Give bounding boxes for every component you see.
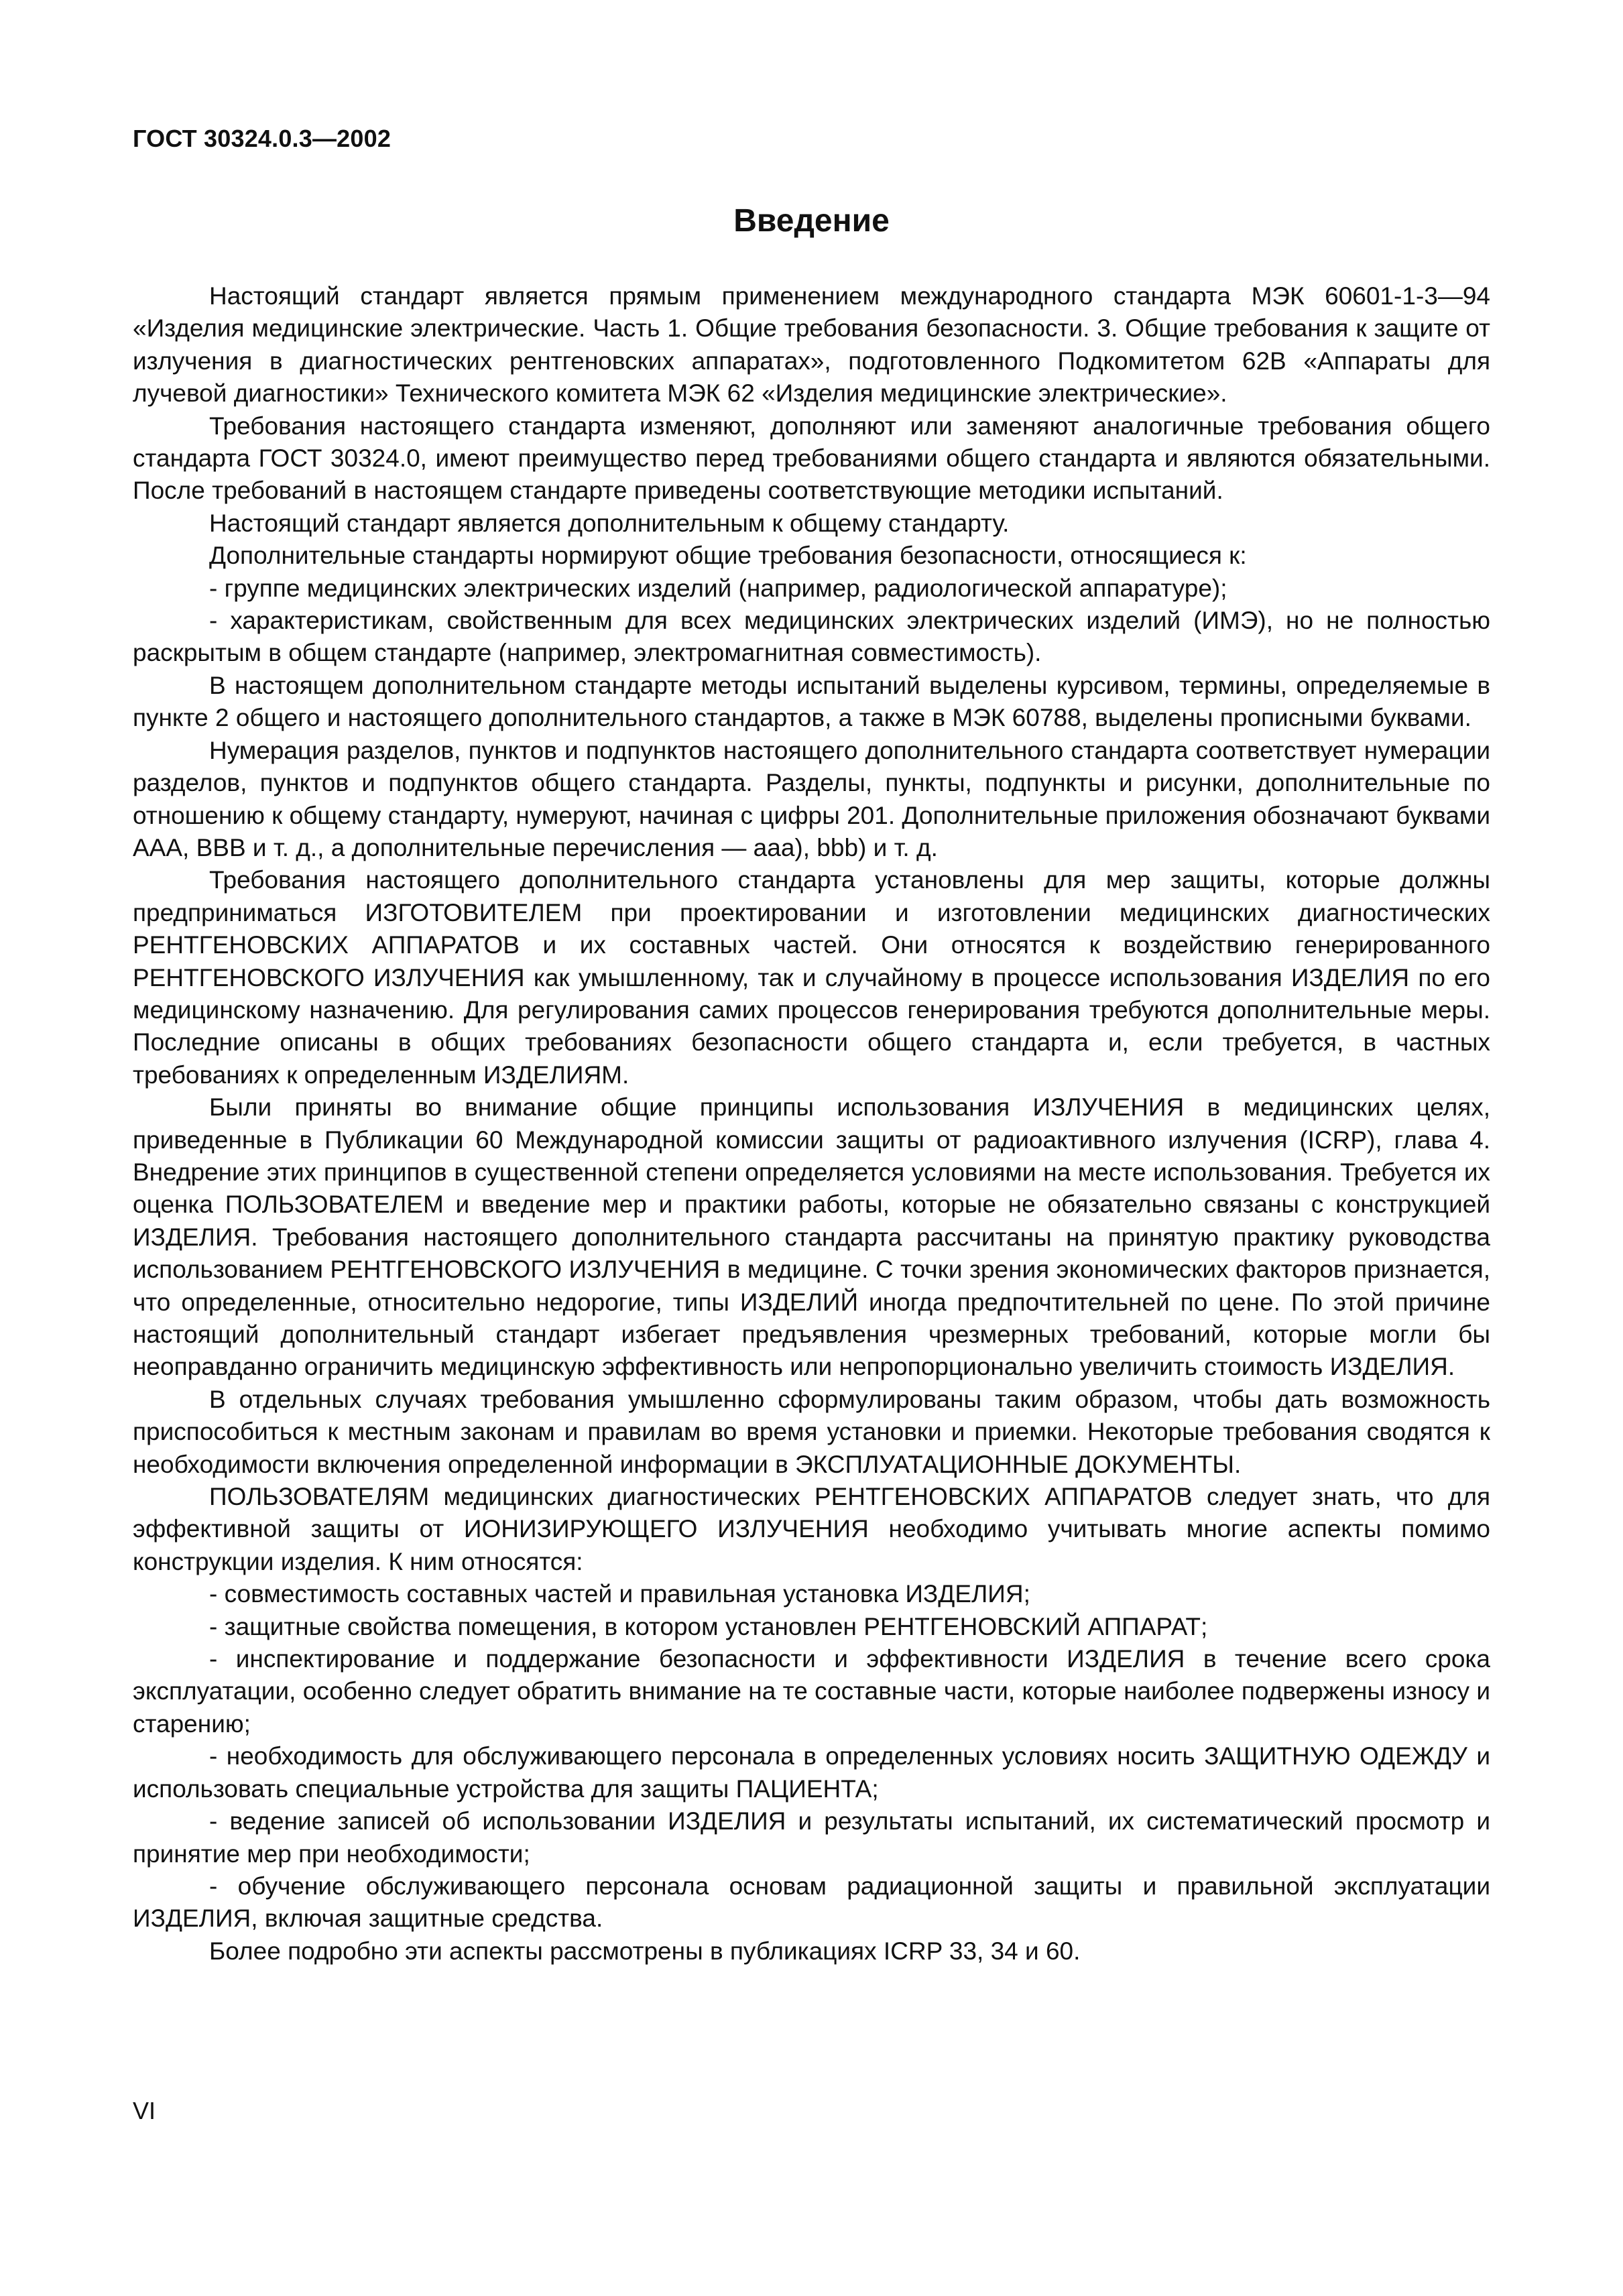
page-number: VI	[133, 2097, 156, 2124]
list-item: - инспектирование и поддержание безопасности и эффективности ИЗДЕЛИЯ в течение всего срока эксплуатации, особенно следует обратить внимание на те составные части, которые наиболее подвержены износу и старению;	[133, 1645, 1490, 1738]
paragraph: В отдельных случаях требования умышленно сформулированы таким образом, чтобы дать возможность приспособиться к местным законам и правилам во время установки и приемки. Некоторые требования сводятся к необходимости включения определенной информации в ЭКСПЛУАТАЦИОННЫЕ ДОКУМЕНТЫ.	[133, 1385, 1490, 1478]
paragraph: ПОЛЬЗОВАТЕЛЯМ медицинских диагностических РЕНТГЕНОВСКИХ АППАРАТОВ следует знать, что для эффективной защиты от ИОНИЗИРУЮЩЕГО ИЗЛУЧЕНИЯ необходимо учитывать многие аспекты помимо конструкции изделия. К ним относятся:	[133, 1483, 1490, 1575]
paragraph: Дополнительные стандарты нормируют общие требования безопасности, относящиеся к:	[209, 542, 1247, 570]
paragraph: Более подробно эти аспекты рассмотрены в публикациях ICRP 33, 34 и 60.	[209, 1937, 1081, 1965]
list-item: - ведение записей об использовании ИЗДЕЛИЯ и результаты испытаний, их систематический просмотр и принятие мер при необходимости;	[133, 1807, 1490, 1868]
list-item: - обучение обслуживающего персонала основам радиационной защиты и правильной эксплуатации ИЗДЕЛИЯ, включая защитные средства.	[133, 1872, 1490, 1933]
list-item: - защитные свойства помещения, в котором установлен РЕНТГЕНОВСКИЙ АППАРАТ;	[209, 1612, 1208, 1640]
paragraph: Нумерация разделов, пунктов и подпунктов настоящего дополнительного стандарта соответствует нумерации разделов, пунктов и подпунктов общего стандарта. Разделы, пункты, подпункты и рисунки, дополнительные по отношению к общему стандарту, нумеруют, начиная с цифры 201. Дополнительные приложения обозначают буквами ААА, ВВВ и т. д., а дополнительные перечисления — ааа), bbb) и т. д.	[133, 736, 1490, 861]
paragraph: В настоящем дополнительном стандарте методы испытаний выделены курсивом, термины, определяемые в пункте 2 общего и настоящего дополнительного стандартов, а также в МЭК 60788, выделены прописными буквами.	[133, 671, 1490, 732]
document-code: ГОСТ 30324.0.3—2002	[133, 125, 392, 152]
body-text	[133, 280, 1490, 1968]
list-item: - необходимость для обслуживающего персонала в определенных условиях носить ЗАЩИТНУЮ ОДЕЖДУ и использовать специальные устройства для защиты ПАЦИЕНТА;	[133, 1742, 1490, 1803]
paragraph: Настоящий стандарт является прямым применением международного стандарта МЭК 60601-1-3—94 «Изделия медицинские электрические. Часть 1. Общие требования безопасности. 3. Общие требования к защите от излучения в диагностических рентгеновских аппаратах», подготовленного Подкомитетом 62В «Аппараты для лучевой диагностики» Технического комитета МЭК 62 «Изделия медицинские электрические».	[133, 282, 1490, 408]
section-title: Введение	[733, 203, 890, 239]
list-item: - группе медицинских электрических изделий (например, радиологической аппаратуре);	[209, 574, 1227, 602]
list-item: - характеристикам, свойственным для всех медицинских электрических изделий (ИМЭ), но не полностью раскрытым в общем стандарте (например, электромагнитная совместимость).	[133, 607, 1490, 667]
paragraph: Требования настоящего дополнительного стандарта установлены для мер защиты, которые должны предприниматься ИЗГОТОВИТЕЛЕМ при проектировании и изготовлении медицинских диагностических РЕНТГЕНОВСКИХ АППАРАТОВ и их составных частей. Они относятся к воздействию генерированного РЕНТГЕНОВСКОГО ИЗЛУЧЕНИЯ как умышленному, так и случайному в процессе использования ИЗДЕЛИЯ по его медицинскому назначению. Для регулирования самих процессов генерирования требуются дополнительные меры. Последние описаны в общих требованиях безопасности общего стандарта и, если требуется, в частных требованиях к определенным ИЗДЕЛИЯМ.	[133, 866, 1490, 1089]
list-item: - совместимость составных частей и правильная установка ИЗДЕЛИЯ;	[209, 1580, 1030, 1608]
paragraph: Настоящий стандарт является дополнительным к общему стандарту.	[209, 509, 1010, 537]
paragraph: Требования настоящего стандарта изменяют, дополняют или заменяют аналогичные требования общего стандарта ГОСТ 30324.0, имеют преимущество перед требованиями общего стандарта и являются обязательными. После требований в настоящем стандарте приведены соответствующие методики испытаний.	[133, 412, 1490, 505]
paragraph: Были приняты во внимание общие принципы использования ИЗЛУЧЕНИЯ в медицинских целях, приведенные в Публикации 60 Международной комиссии защиты от радиоактивного излучения (ICRP), глава 4. Внедрение этих принципов в существенной степени определяется условиями на месте использования. Требуется их оценка ПОЛЬЗОВАТЕЛЕМ и введение мер и практики работы, которые не обязательно связаны с конструкцией ИЗДЕЛИЯ. Требования настоящего дополнительного стандарта рассчитаны на принятую практику руководства использованием РЕНТГЕНОВСКОГО ИЗЛУЧЕНИЯ в медицине. С точки зрения экономических факторов признается, что определенные, относительно недорогие, типы ИЗДЕЛИЙ иногда предпочтительней по цене. По этой причине настоящий дополнительный стандарт избегает предъявления чрезмерных требований, которые могли бы неоправданно ограничить медицинскую эффективность или непропорционально увеличить стоимость ИЗДЕЛИЯ.	[133, 1093, 1490, 1381]
